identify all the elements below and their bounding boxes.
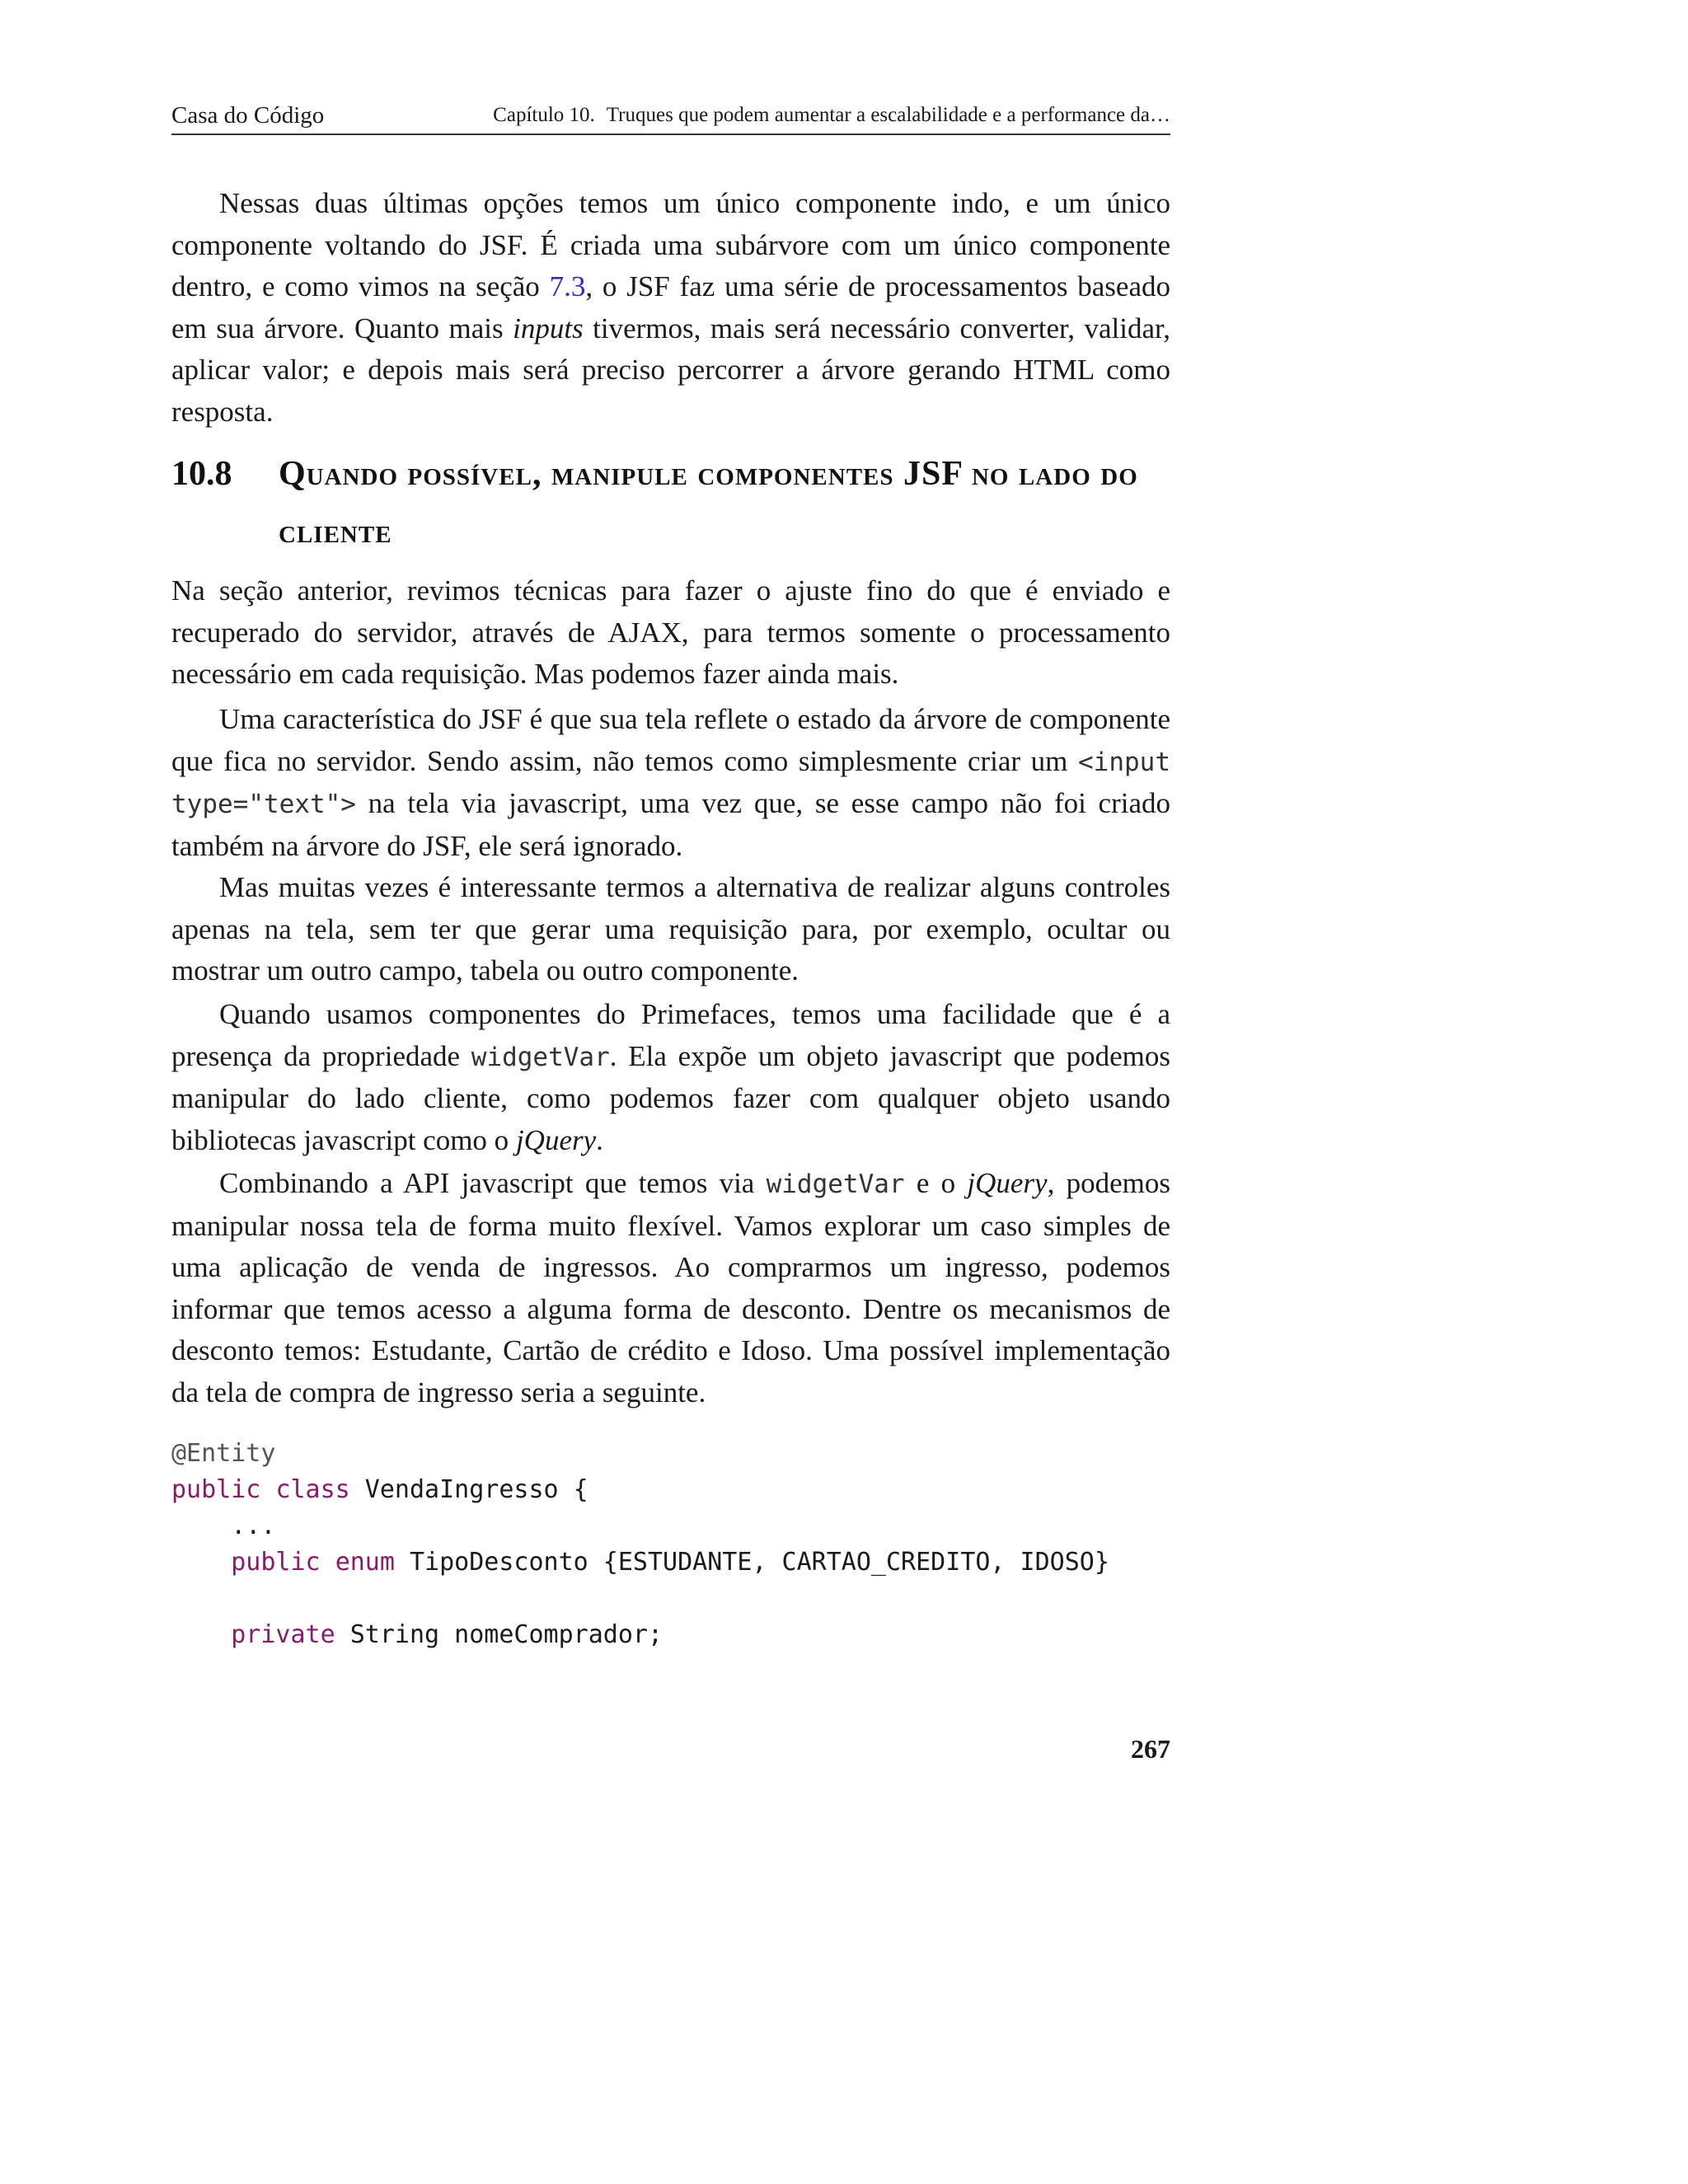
header-book-title: Casa do Código (171, 102, 325, 129)
inline-code: <input type="text"> (171, 747, 1170, 819)
header-chapter (493, 97, 1170, 134)
section-link[interactable]: 7.3 (549, 270, 586, 302)
paragraph-3: Uma característica do JSF é que sua tela reflete o estado da árvore de componente que fica no servidor. Sendo assim, não temos como simplesmente criar um <input type="text"> na tela via javascript, uma vez que, se esse campo não foi criado também na árvore do JSF, ele será ignorado. (171, 703, 1170, 862)
header-chapter-title: Truques que podem aumentar a escalabilidade e a performance da… (606, 104, 1170, 126)
paragraph-4: Mas muitas vezes é interessante termos a alternativa de realizar alguns controles apenas na tela, sem ter que gerar uma requisição para, por exemplo, ocultar ou mostrar um outro campo, tabela ou outro componente. (171, 871, 1170, 987)
code-line-blank (171, 1581, 1170, 1617)
page-number: 267 (1131, 1734, 1170, 1764)
code-line: ... (171, 1511, 276, 1540)
paragraph-5: Quando usamos componentes do Primefaces, temos uma facilidade que é a presença da propriedade widgetVar. Ela expõe um objeto javascript que podemos manipular do lado cliente, como podemos fazer com qualquer objeto usando bibliotecas javascript como o jQuery. (171, 998, 1170, 1156)
inline-code: widgetVar (766, 1169, 905, 1199)
section-title: Quando possível, manipule componentes JSF no lado do cliente (279, 455, 1138, 551)
code-line: @Entity (171, 1439, 276, 1468)
section-number: 10.8 (171, 455, 232, 493)
paragraph-1: Nessas duas últimas opções temos um único componente indo, e um único componente voltando do JSF. É criada uma subárvore com um único componente dentro, e como vimos na seção 7.3, o JSF faz uma série de processamentos baseado em sua árvore. Quanto mais inputs tivermos, mais será necessário converter, validar, aplicar valor; e depois mais será preciso percorrer a árvore gerando HTML como resposta. (171, 187, 1171, 428)
paragraph-2: Na seção anterior, revimos técnicas para fazer o ajuste fino do que é enviado e recuperado do servidor, através de AJAX, para termos somente o processamento necessário em cada requisição. Mas podemos fazer ainda mais. (171, 574, 1170, 690)
code-listing (171, 1436, 1170, 1653)
paragraph-6: Combinando a API javascript que temos via widgetVar e o jQuery, podemos manipular nossa tela de forma muito flexível. Vamos explorar um caso simples de uma aplicação de venda de ingressos. Ao comprarmos um ingresso, podemos informar que temos acesso a alguma forma de desconto. Dentre os mecanismos de desconto temos: Estudante, Cartão de crédito e Idoso. Uma possível implementação da tela de compra de ingresso seria a seguinte. (171, 1167, 1170, 1408)
code-line: public enum TipoDesconto {ESTUDANTE, CARTAO_CREDITO, IDOSO} (231, 1548, 1109, 1577)
inline-code: widgetVar (471, 1042, 610, 1072)
code-line: public class VendaIngresso { (171, 1475, 588, 1504)
running-header (171, 97, 1170, 135)
code-line: private String nomeComprador; (231, 1620, 663, 1649)
header-chapter-number: Capítulo 10. (493, 104, 595, 126)
